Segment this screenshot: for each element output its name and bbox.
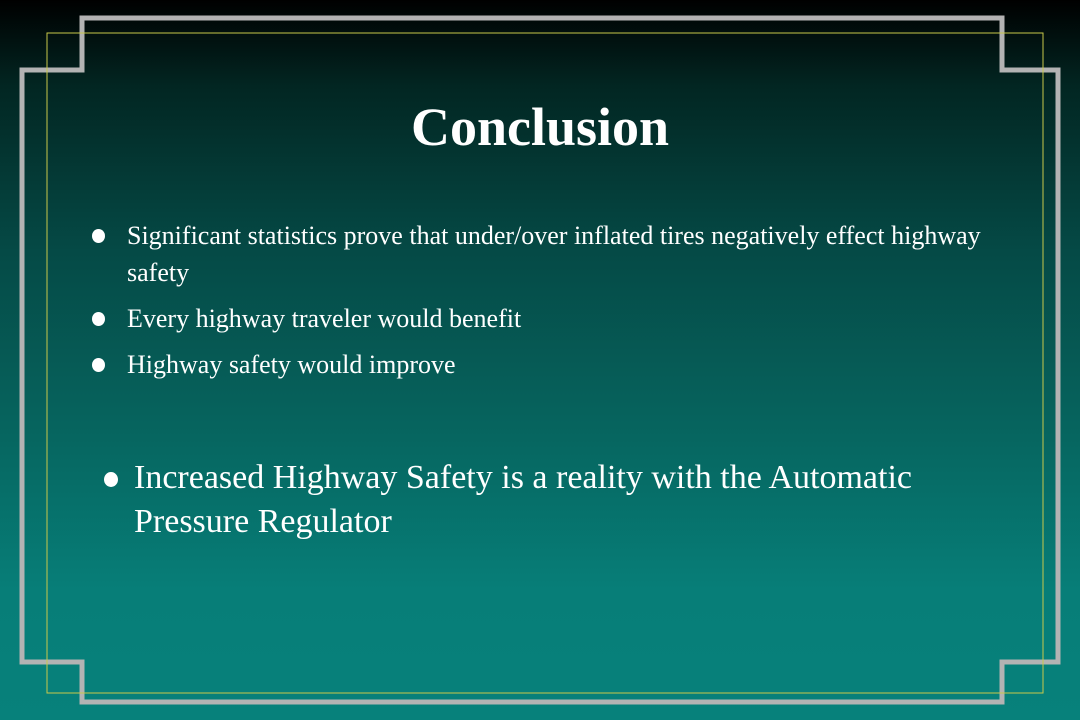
highlight-bullet-item xyxy=(104,456,1004,544)
slide-title: Conclusion xyxy=(410,97,670,157)
highlight-bullet-text: Increased Highway Safety is a reality with the Automatic Pressure Regulator xyxy=(134,459,912,540)
bullet-item xyxy=(92,346,992,383)
bullet-list xyxy=(92,217,992,392)
bullet-item xyxy=(92,217,992,291)
bullet-item xyxy=(92,300,992,337)
bullet-text: Every highway traveler would benefit xyxy=(127,304,522,333)
bullet-text: Significant statistics prove that under/over inflated tires negatively effect highway safety xyxy=(127,221,981,287)
highlight-bullet-list xyxy=(104,456,1004,544)
bullet-dot-icon xyxy=(92,358,105,372)
bullet-dot-icon xyxy=(104,472,118,487)
bullet-dot-icon xyxy=(92,229,105,243)
bullet-dot-icon xyxy=(92,312,105,326)
bullet-text: Highway safety would improve xyxy=(127,350,456,379)
